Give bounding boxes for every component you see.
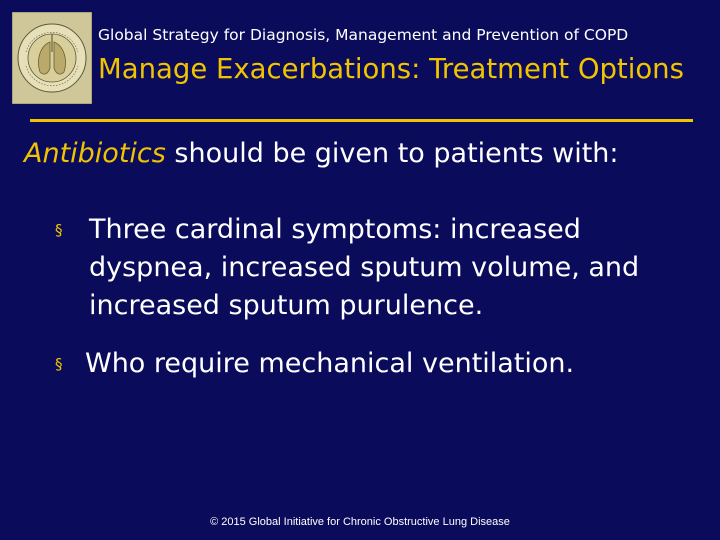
lead-emphasis: Antibiotics bbox=[24, 138, 166, 169]
header-subtitle: Global Strategy for Diagnosis, Management and Prevention of COPD bbox=[98, 26, 629, 44]
gold-logo bbox=[12, 12, 92, 104]
bullet-item bbox=[55, 211, 695, 325]
bullet-text: Three cardinal symptoms: increased dyspnea, increased sputum volume, and increased sputum purulence. bbox=[89, 214, 640, 321]
slide-title: Manage Exacerbations: Treatment Options bbox=[98, 53, 684, 85]
title-divider bbox=[30, 119, 693, 122]
bullet-marker-icon: § bbox=[55, 221, 63, 239]
lead-sentence bbox=[24, 138, 619, 169]
bullet-item bbox=[55, 345, 695, 383]
copyright-footer: © 2015 Global Initiative for Chronic Obstructive Lung Disease bbox=[210, 516, 510, 528]
bullet-marker-icon: § bbox=[55, 355, 63, 373]
bullet-text: Who require mechanical ventilation. bbox=[85, 348, 575, 379]
lead-text: should be given to patients with: bbox=[165, 138, 619, 169]
